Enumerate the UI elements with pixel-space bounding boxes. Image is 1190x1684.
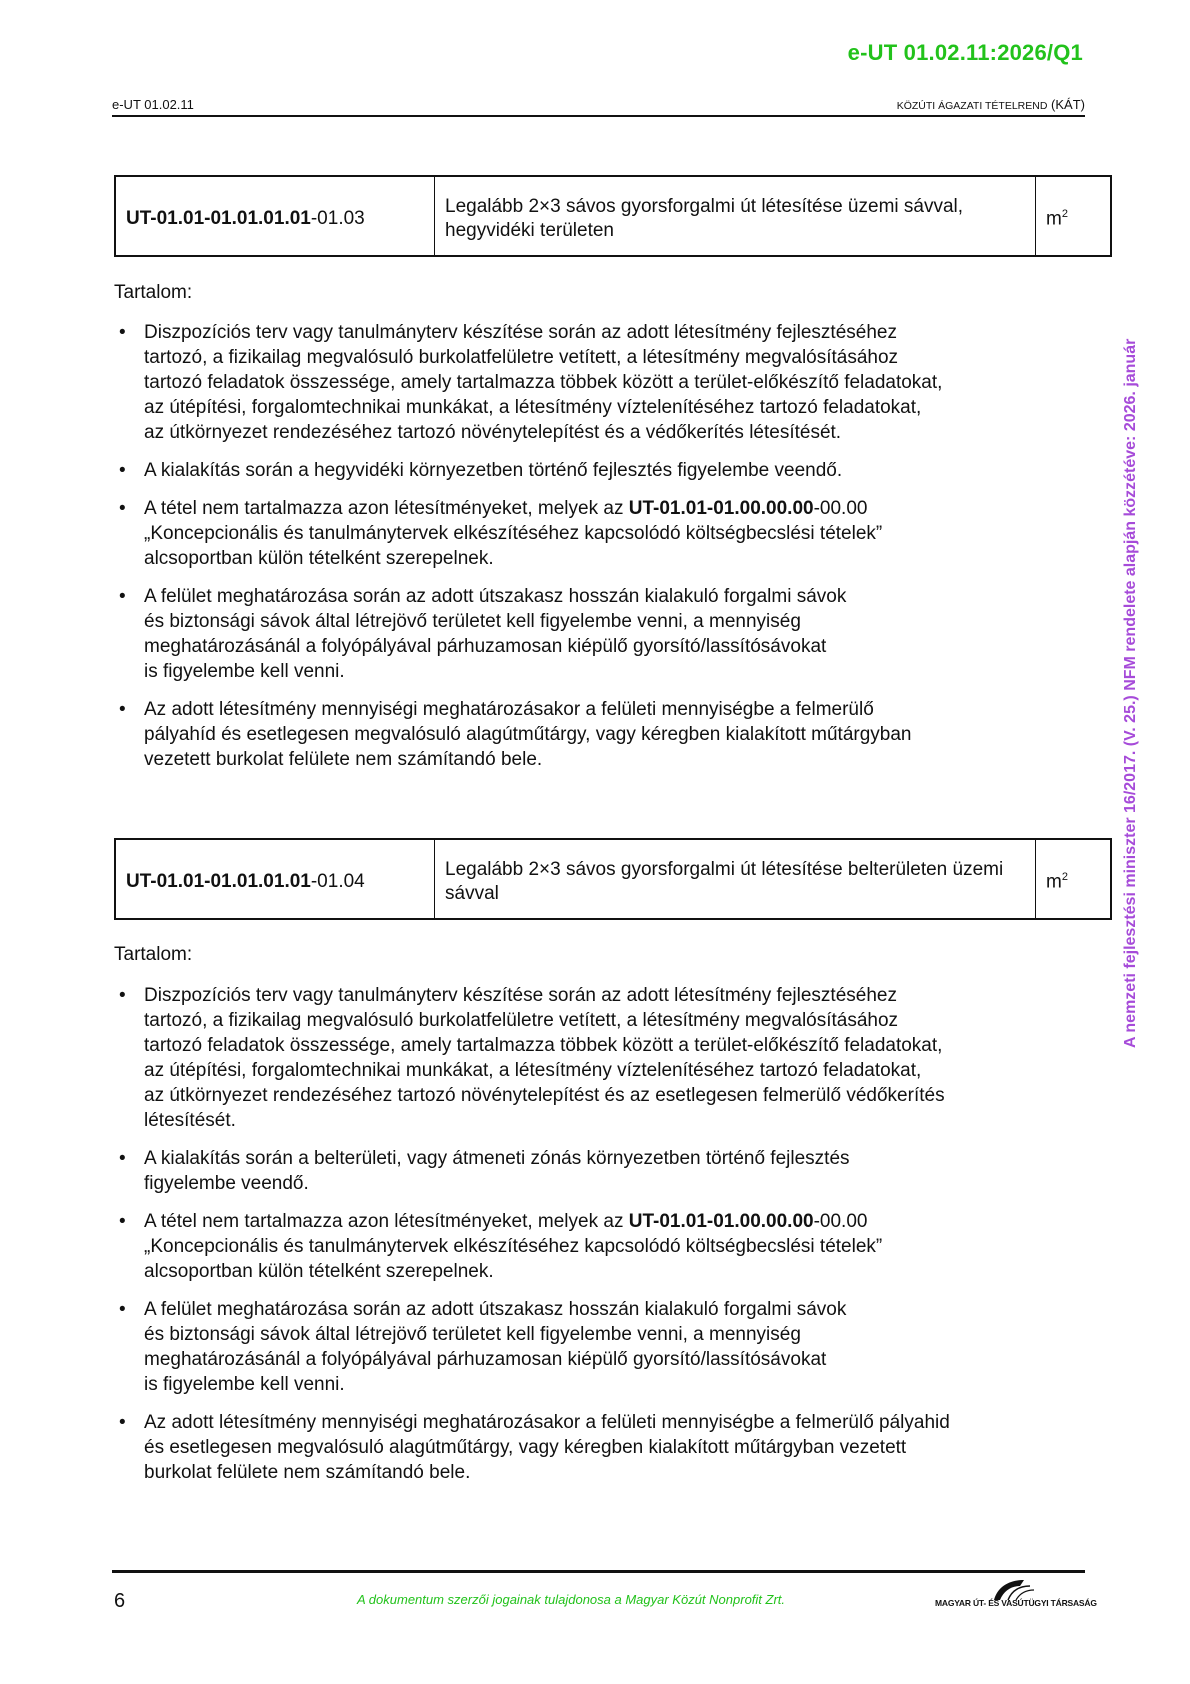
document-id: e-UT 01.02.11:2026/Q1 <box>847 40 1083 65</box>
footer-divider <box>112 1570 1085 1573</box>
bullet-line: pályahíd és esetlegesen megvalósuló alagútműtárgy, vagy kéregben kialakított műtárgyban <box>144 724 912 745</box>
unit-base: m <box>1046 208 1062 230</box>
publication-note: A nemzeti fejlesztési miniszter 16/2017. (V. 25.) NFM rendelete alapján közzétéve: 2026. január <box>1122 338 1139 1048</box>
bullet-text: A tétel nem tartalmazza azon létesítményeket, melyek az <box>144 1211 629 1232</box>
content-list <box>114 320 1074 785</box>
header-right-title: KÖZÚTI ÁGAZATI TÉTELREND <box>896 100 1048 112</box>
bullet-icon: • <box>119 586 126 607</box>
content-bullet <box>114 320 1074 445</box>
bullet-line: vezetett burkolat felülete nem számítandó bele. <box>144 749 543 770</box>
content-bullet <box>114 983 1099 1133</box>
bullet-line: Az adott létesítmény mennyiségi meghatározásakor a felületi mennyiségbe a felmerülő <box>144 699 874 720</box>
bullet-line: is figyelembe kell venni. <box>144 661 345 682</box>
unit-exponent: 2 <box>1061 870 1068 883</box>
item-table <box>114 175 1112 257</box>
bullet-line: A felület meghatározása során az adott útszakasz hosszán kialakuló forgalmi sávok <box>144 1299 847 1320</box>
bullet-line: Diszpozíciós terv vagy tanulmányterv készítése során az adott létesítmény fejlesztéséhez <box>144 985 897 1006</box>
item-code-bold: UT-01.01-01.01.01.01 <box>126 208 311 229</box>
copyright-notice: A dokumentum szerzői jogainak tulajdonosa a Magyar Közút Nonprofit Zrt. <box>357 1592 786 1607</box>
content-label: Tartalom: <box>114 944 193 965</box>
bullet-icon: • <box>119 322 126 343</box>
bullet-icon: • <box>119 1299 126 1320</box>
item-code <box>115 176 435 256</box>
bullet-line: létesítését. <box>144 1110 236 1131</box>
bullet-line: az útépítési, forgalomtechnikai munkákat, a létesítmény víztelenítéséhez tartozó feladatokat, <box>144 397 922 418</box>
bullet-line: burkolat felülete nem számítandó bele. <box>144 1462 471 1483</box>
bullet-line: alcsoportban külön tételként szerepelnek. <box>144 548 494 569</box>
bullet-line: az útépítési, forgalomtechnikai munkákat, a létesítmény víztelenítéséhez tartozó feladatokat, <box>144 1060 922 1081</box>
running-header <box>112 94 1085 117</box>
bullet-line: és biztonsági sávok által létrejövő területet kell figyelembe venni, a mennyiség <box>144 1324 801 1345</box>
item-reference-code: UT-01.01-01.00.00.00 <box>628 498 814 519</box>
bullet-icon: • <box>119 985 126 1006</box>
item-unit <box>1036 839 1112 919</box>
header-right <box>897 97 1085 112</box>
bullet-line: tartozó, a fizikailag megvalósuló burkolatfelületre vetített, a létesítmény megvalósításához <box>144 347 899 368</box>
item-reference-code: UT-01.01-01.00.00.00 <box>628 1211 814 1232</box>
bullet-icon: • <box>119 1148 126 1169</box>
content-bullet <box>114 1209 1099 1284</box>
bullet-line: az útkörnyezet rendezéséhez tartozó növénytelepítést és a védőkerítés létesítését. <box>144 422 842 443</box>
bullet-text: A tétel nem tartalmazza azon létesítményeket, melyek az <box>144 498 629 519</box>
bullet-line: „Koncepcionális és tanulmánytervek elkészítéséhez kapcsolódó költségbecslési tételek” <box>144 523 883 544</box>
content-label: Tartalom: <box>114 282 193 303</box>
bullet-icon: • <box>119 498 126 519</box>
item-table <box>114 838 1112 920</box>
bullet-line <box>144 1209 1099 1234</box>
logo-text: MAGYAR ÚT- ÉS VASÚTÜGYI TÁRSASÁG <box>935 1598 1097 1608</box>
content-bullet <box>114 1297 1099 1397</box>
content-bullet <box>114 697 1074 772</box>
item-code-suffix: -01.03 <box>310 208 365 229</box>
bullet-line: és esetlegesen megvalósuló alagútműtárgy, vagy kéregben kialakított műtárgyban vezetett <box>144 1437 907 1458</box>
header-left: e-UT 01.02.11 <box>112 97 194 112</box>
content-bullet <box>114 1410 1099 1485</box>
bullet-line: és biztonsági sávok által létrejövő területet kell figyelembe venni, a mennyiség <box>144 611 801 632</box>
bullet-line: az útkörnyezet rendezéséhez tartozó növénytelepítést és az esetlegesen felmerülő védőkerítés <box>144 1085 945 1106</box>
unit-base: m <box>1046 871 1062 893</box>
item-code <box>115 839 435 919</box>
bullet-line: meghatározásánál a folyópályával párhuzamosan kiépülő gyorsító/lassítósávokat <box>144 636 827 657</box>
society-logo <box>935 1578 1097 1618</box>
item-title: Legalább 2×3 sávos gyorsforgalmi út létesítése üzemi sávval, hegyvidéki területen <box>435 176 1036 256</box>
bullet-line: „Koncepcionális és tanulmánytervek elkészítéséhez kapcsolódó költségbecslési tételek” <box>144 1236 883 1257</box>
bullet-line: is figyelembe kell venni. <box>144 1374 345 1395</box>
bullet-line: A kialakítás során a hegyvidéki környezetben történő fejlesztés figyelembe veendő. <box>144 460 843 481</box>
bullet-line <box>144 496 1074 521</box>
item-reference-suffix: -00.00 <box>813 498 868 519</box>
item-code-suffix: -01.04 <box>310 871 365 892</box>
header-right-abbr: (KÁT) <box>1051 97 1085 112</box>
bullet-line: alcsoportban külön tételként szerepelnek. <box>144 1261 494 1282</box>
bullet-line: figyelembe veendő. <box>144 1173 309 1194</box>
content-bullet <box>114 1146 1099 1196</box>
unit-exponent: 2 <box>1061 207 1068 220</box>
bullet-line: tartozó feladatok összessége, amely tartalmazza többek között a terület-előkészítő feladatokat, <box>144 1035 943 1056</box>
bullet-icon: • <box>119 699 126 720</box>
content-list <box>114 983 1099 1498</box>
bullet-line: Diszpozíciós terv vagy tanulmányterv készítése során az adott létesítmény fejlesztéséhez <box>144 322 897 343</box>
item-reference-suffix: -00.00 <box>813 1211 868 1232</box>
item-title: Legalább 2×3 sávos gyorsforgalmi út létesítése belterületen üzemi sávval <box>435 839 1036 919</box>
bullet-line: Az adott létesítmény mennyiségi meghatározásakor a felületi mennyiségbe a felmerülő pályahid <box>144 1412 950 1433</box>
item-unit <box>1036 176 1112 256</box>
content-bullet <box>114 458 1074 483</box>
bullet-icon: • <box>119 1211 126 1232</box>
bullet-line: A felület meghatározása során az adott útszakasz hosszán kialakuló forgalmi sávok <box>144 586 847 607</box>
bullet-icon: • <box>119 460 126 481</box>
bullet-line: A kialakítás során a belterületi, vagy átmeneti zónás környezetben történő fejlesztés <box>144 1148 850 1169</box>
bullet-line: meghatározásánál a folyópályával párhuzamosan kiépülő gyorsító/lassítósávokat <box>144 1349 827 1370</box>
bullet-icon: • <box>119 1412 126 1433</box>
content-bullet <box>114 584 1074 684</box>
bullet-line: tartozó, a fizikailag megvalósuló burkolatfelületre vetített, a létesítmény megvalósításához <box>144 1010 899 1031</box>
item-code-bold: UT-01.01-01.01.01.01 <box>126 871 311 892</box>
bullet-line: tartozó feladatok összessége, amely tartalmazza többek között a terület-előkészítő feladatokat, <box>144 372 943 393</box>
page-number: 6 <box>114 1590 126 1612</box>
content-bullet <box>114 496 1074 571</box>
